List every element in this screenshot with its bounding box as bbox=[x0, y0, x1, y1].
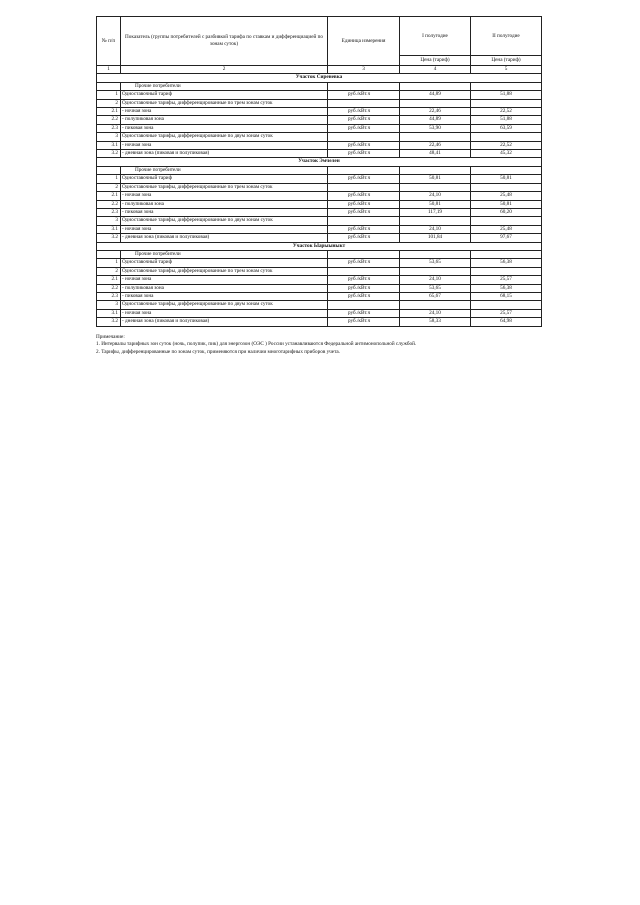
row-indicator: Прочие потребители bbox=[121, 250, 328, 258]
column-index-row bbox=[97, 66, 542, 74]
row-price-second-half: 51,88 bbox=[471, 116, 542, 124]
row-indicator: Одноставочные тарифы, дифференцированные по трем зонам суток bbox=[121, 99, 328, 107]
table-row bbox=[97, 99, 542, 107]
table-row bbox=[97, 309, 542, 317]
row-price-first-half: 50,81 bbox=[400, 175, 471, 183]
row-price-second-half: 45,32 bbox=[471, 150, 542, 158]
row-unit bbox=[328, 250, 400, 258]
tariff-table bbox=[96, 16, 542, 327]
row-indicator: Одноставочные тарифы, дифференцированные по двум зонам суток bbox=[121, 133, 328, 141]
row-unit: руб./кВт.ч bbox=[328, 276, 400, 284]
row-unit: руб./кВт.ч bbox=[328, 150, 400, 158]
table-row bbox=[97, 124, 542, 132]
row-unit: руб./кВт.ч bbox=[328, 116, 400, 124]
header-indicator: Показатель (группы потребителей с разбивкой тарифа по ставкам и дифференциацией по зонам суток) bbox=[121, 17, 328, 66]
row-number: 2.3 bbox=[97, 208, 121, 216]
row-unit: руб./кВт.ч bbox=[328, 124, 400, 132]
row-indicator: Одноставочный тариф bbox=[121, 91, 328, 99]
row-price-second-half: 25,57 bbox=[471, 276, 542, 284]
row-price-second-half: 22,52 bbox=[471, 108, 542, 116]
row-unit: руб./кВт.ч bbox=[328, 108, 400, 116]
row-price-second-half bbox=[471, 166, 542, 174]
row-price-second-half: 56,38 bbox=[471, 284, 542, 292]
row-price-second-half: 51,88 bbox=[471, 91, 542, 99]
row-price-first-half: 53,65 bbox=[400, 284, 471, 292]
header-row bbox=[97, 17, 542, 56]
row-unit: руб./кВт.ч bbox=[328, 192, 400, 200]
row-price-first-half: 24,10 bbox=[400, 276, 471, 284]
table-row bbox=[97, 116, 542, 124]
table-row bbox=[97, 108, 542, 116]
row-unit: руб./кВт.ч bbox=[328, 284, 400, 292]
table-row bbox=[97, 175, 542, 183]
row-price-first-half bbox=[400, 166, 471, 174]
row-price-first-half bbox=[400, 267, 471, 275]
row-number bbox=[97, 82, 121, 90]
row-price-second-half: 64,98 bbox=[471, 318, 542, 326]
row-indicator: Одноставочный тариф bbox=[121, 259, 328, 267]
table-row bbox=[97, 259, 542, 267]
row-number: 1 bbox=[97, 91, 121, 99]
table-row bbox=[97, 318, 542, 326]
row-unit: руб./кВт.ч bbox=[328, 141, 400, 149]
row-number bbox=[97, 166, 121, 174]
row-number: 3.1 bbox=[97, 141, 121, 149]
row-number: 1 bbox=[97, 175, 121, 183]
row-number: 3.2 bbox=[97, 318, 121, 326]
row-indicator: - ночная зона bbox=[121, 225, 328, 233]
row-indicator: - дневная зона (пиковая и полупиковая) bbox=[121, 150, 328, 158]
row-price-first-half: 24,10 bbox=[400, 309, 471, 317]
row-number: 2.2 bbox=[97, 284, 121, 292]
row-indicator: - ночная зона bbox=[121, 141, 328, 149]
row-price-first-half bbox=[400, 99, 471, 107]
row-price-first-half: 22,46 bbox=[400, 141, 471, 149]
table-row bbox=[97, 234, 542, 242]
row-indicator: - полупиковая зона bbox=[121, 284, 328, 292]
row-price-first-half: 44,89 bbox=[400, 91, 471, 99]
row-price-first-half: 50,81 bbox=[400, 200, 471, 208]
table-row bbox=[97, 141, 542, 149]
row-price-first-half: 53,65 bbox=[400, 259, 471, 267]
row-indicator: Одноставочные тарифы, дифференцированные по трем зонам суток bbox=[121, 267, 328, 275]
row-unit: руб./кВт.ч bbox=[328, 225, 400, 233]
header-unit: Единица измерения bbox=[328, 17, 400, 66]
row-indicator: - дневная зона (пиковая и полупиковая) bbox=[121, 318, 328, 326]
header-number: № п/п bbox=[97, 17, 121, 66]
section-title: Участок Сиреневка bbox=[97, 74, 542, 82]
row-number: 3.2 bbox=[97, 234, 121, 242]
table-row bbox=[97, 150, 542, 158]
row-number: 3.1 bbox=[97, 225, 121, 233]
row-unit: руб./кВт.ч bbox=[328, 309, 400, 317]
row-number: 2.3 bbox=[97, 124, 121, 132]
notes-title: Примечание: bbox=[96, 333, 125, 340]
table-row bbox=[97, 217, 542, 225]
row-indicator: Прочие потребители bbox=[121, 166, 328, 174]
row-price-first-half bbox=[400, 250, 471, 258]
row-price-first-half: 53,90 bbox=[400, 124, 471, 132]
row-price-first-half: 58,33 bbox=[400, 318, 471, 326]
row-number: 3 bbox=[97, 133, 121, 141]
row-price-first-half: 117,19 bbox=[400, 208, 471, 216]
row-unit bbox=[328, 183, 400, 191]
row-number: 2.1 bbox=[97, 276, 121, 284]
row-price-second-half bbox=[471, 133, 542, 141]
column-index: 5 bbox=[471, 66, 542, 74]
row-unit: руб./кВт.ч bbox=[328, 292, 400, 300]
header-first-half: I полугодие bbox=[400, 17, 471, 56]
table-row bbox=[97, 250, 542, 258]
row-price-first-half bbox=[400, 301, 471, 309]
row-price-second-half: 60,20 bbox=[471, 208, 542, 216]
table-row bbox=[97, 183, 542, 191]
row-price-first-half: 48,41 bbox=[400, 150, 471, 158]
table-row bbox=[97, 200, 542, 208]
row-number: 1 bbox=[97, 259, 121, 267]
row-price-second-half: 97,67 bbox=[471, 234, 542, 242]
column-index: 2 bbox=[121, 66, 328, 74]
row-number: 2.2 bbox=[97, 200, 121, 208]
row-price-first-half bbox=[400, 133, 471, 141]
row-indicator: - ночная зона bbox=[121, 309, 328, 317]
price-label-second: Цена (тариф) bbox=[471, 56, 542, 66]
table-row bbox=[97, 91, 542, 99]
row-indicator: Одноставочные тарифы, дифференцированные по трем зонам суток bbox=[121, 183, 328, 191]
table-row bbox=[97, 82, 542, 90]
row-number: 2 bbox=[97, 183, 121, 191]
notes-block bbox=[96, 334, 541, 357]
table-row bbox=[97, 267, 542, 275]
row-price-first-half: 65,67 bbox=[400, 292, 471, 300]
table-row bbox=[97, 292, 542, 300]
column-index: 4 bbox=[400, 66, 471, 74]
row-price-second-half bbox=[471, 250, 542, 258]
row-unit: руб./кВт.ч bbox=[328, 200, 400, 208]
row-indicator: - полупиковая зона bbox=[121, 200, 328, 208]
row-number: 2.1 bbox=[97, 108, 121, 116]
table-row bbox=[97, 166, 542, 174]
table-row bbox=[97, 208, 542, 216]
row-unit bbox=[328, 267, 400, 275]
row-number: 3.1 bbox=[97, 309, 121, 317]
table-row bbox=[97, 225, 542, 233]
row-indicator: - ночная зона bbox=[121, 108, 328, 116]
row-price-second-half bbox=[471, 267, 542, 275]
row-price-second-half: 50,81 bbox=[471, 200, 542, 208]
row-price-second-half bbox=[471, 183, 542, 191]
row-price-second-half: 50,81 bbox=[471, 175, 542, 183]
row-number: 2.1 bbox=[97, 192, 121, 200]
row-number: 2.3 bbox=[97, 292, 121, 300]
row-price-second-half: 68,15 bbox=[471, 292, 542, 300]
section-row bbox=[97, 158, 542, 166]
row-indicator: - ночная зона bbox=[121, 192, 328, 200]
row-unit: руб./кВт.ч bbox=[328, 259, 400, 267]
row-indicator: - ночная зона bbox=[121, 276, 328, 284]
row-price-second-half bbox=[471, 301, 542, 309]
row-indicator: - пиковая зона bbox=[121, 124, 328, 132]
row-price-first-half bbox=[400, 82, 471, 90]
row-number: 2 bbox=[97, 99, 121, 107]
section-row bbox=[97, 242, 542, 250]
column-index: 1 bbox=[97, 66, 121, 74]
row-unit: руб./кВт.ч bbox=[328, 175, 400, 183]
row-price-first-half: 22,46 bbox=[400, 108, 471, 116]
table-row bbox=[97, 192, 542, 200]
row-indicator: - полупиковая зона bbox=[121, 116, 328, 124]
row-number: 3.2 bbox=[97, 150, 121, 158]
row-indicator: - пиковая зона bbox=[121, 208, 328, 216]
row-unit bbox=[328, 166, 400, 174]
table-row bbox=[97, 284, 542, 292]
row-indicator: Одноставочные тарифы, дифференцированные по двум зонам суток bbox=[121, 301, 328, 309]
row-number: 2 bbox=[97, 267, 121, 275]
table-row bbox=[97, 301, 542, 309]
row-price-second-half bbox=[471, 217, 542, 225]
row-indicator: Прочие потребители bbox=[121, 82, 328, 90]
row-indicator: Одноставочные тарифы, дифференцированные по двум зонам суток bbox=[121, 217, 328, 225]
row-indicator: - пиковая зона bbox=[121, 292, 328, 300]
note-item: 2. Тарифы, дифференцированные по зонам суток, применяются при наличии многотарифных приборов учета. bbox=[96, 348, 340, 355]
section-title: Участок Ыарыыныкт bbox=[97, 242, 542, 250]
row-price-first-half: 24,10 bbox=[400, 225, 471, 233]
row-number: 3 bbox=[97, 217, 121, 225]
row-price-second-half: 25,57 bbox=[471, 309, 542, 317]
row-price-first-half bbox=[400, 217, 471, 225]
row-unit bbox=[328, 82, 400, 90]
row-price-first-half bbox=[400, 183, 471, 191]
row-unit bbox=[328, 133, 400, 141]
column-index: 3 bbox=[328, 66, 400, 74]
row-price-first-half: 24,10 bbox=[400, 192, 471, 200]
row-unit: руб./кВт.ч bbox=[328, 234, 400, 242]
tariff-document bbox=[96, 16, 541, 356]
table-row bbox=[97, 133, 542, 141]
row-indicator: - дневная зона (пиковая и полупиковая) bbox=[121, 234, 328, 242]
section-title: Участок Эмчелен bbox=[97, 158, 542, 166]
row-unit bbox=[328, 99, 400, 107]
row-unit: руб./кВт.ч bbox=[328, 91, 400, 99]
row-price-second-half: 25,48 bbox=[471, 192, 542, 200]
price-label-first: Цена (тариф) bbox=[400, 56, 471, 66]
table-row bbox=[97, 276, 542, 284]
header-second-half: II полугодие bbox=[471, 17, 542, 56]
row-price-second-half: 63,59 bbox=[471, 124, 542, 132]
row-price-first-half: 44,89 bbox=[400, 116, 471, 124]
row-number: 2.2 bbox=[97, 116, 121, 124]
row-price-second-half bbox=[471, 99, 542, 107]
row-indicator: Одноставочный тариф bbox=[121, 175, 328, 183]
row-number bbox=[97, 250, 121, 258]
section-row bbox=[97, 74, 542, 82]
row-unit: руб./кВт.ч bbox=[328, 318, 400, 326]
row-unit bbox=[328, 217, 400, 225]
row-number: 3 bbox=[97, 301, 121, 309]
row-price-second-half: 25,48 bbox=[471, 225, 542, 233]
row-unit bbox=[328, 301, 400, 309]
row-price-second-half: 22,52 bbox=[471, 141, 542, 149]
row-price-first-half: 101,84 bbox=[400, 234, 471, 242]
row-unit: руб./кВт.ч bbox=[328, 208, 400, 216]
row-price-second-half bbox=[471, 82, 542, 90]
note-item: 1. Интервалы тарифных зон суток (ночь, полупик, пик) для энергозон (ОЭС ) России устанавливаются Федеральной антимонопольной службой. bbox=[96, 341, 417, 348]
row-price-second-half: 56,38 bbox=[471, 259, 542, 267]
